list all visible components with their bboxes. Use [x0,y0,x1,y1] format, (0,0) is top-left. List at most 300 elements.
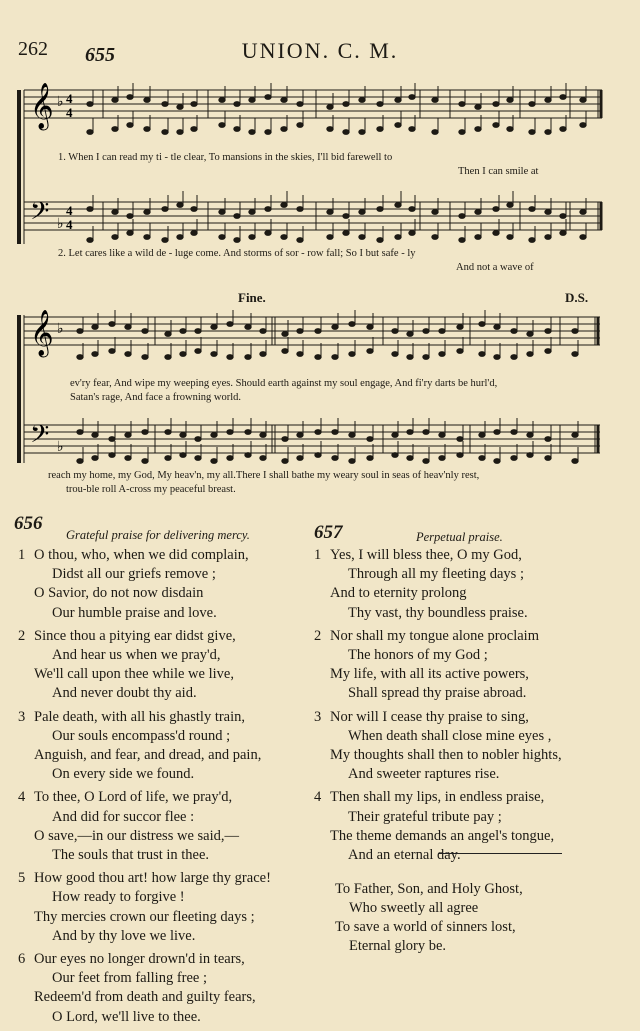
note-head [265,130,271,135]
note-head [162,238,168,243]
note-head [457,325,463,330]
note-head [367,456,373,461]
system2-treble-lyrics-1: ev'ry fear, And wipe my weeping eyes. Should earth against my soul engage, And fi'ry darts be hurl'd, [70,378,498,389]
note-head [77,329,83,334]
verse-line: O Savior, do not now disdain [34,585,204,602]
system2-treble-lyrics-2: Satan's rage, And face a frowning world. [70,392,242,403]
note-head [359,130,365,135]
note-head [92,433,98,438]
note-head [529,130,535,135]
note-head [493,102,499,107]
note-head [572,459,578,464]
note-head [423,355,429,360]
note-head [572,433,578,438]
note-head [479,352,485,357]
note-head [249,130,255,135]
note-head [77,459,83,464]
note-head [457,453,463,458]
note-head [432,235,438,240]
note-head [475,105,481,110]
note-head [493,207,499,212]
note-head [439,433,445,438]
note-head [423,329,429,334]
note-head [260,352,266,357]
note-head [494,430,500,435]
note-head [112,210,118,215]
verse-line: 3 Nor will I cease thy praise to sing, [330,708,562,727]
note-head [180,433,186,438]
tune-title: UNION. C. M. [241,38,399,63]
note-head [180,453,186,458]
note-head [87,102,93,107]
note-head [109,322,115,327]
note-head [297,329,303,334]
tune-number: 655 [85,44,115,66]
note-head [545,456,551,461]
verse-line: 2 Since thou a pitying ear didst give, [34,627,271,646]
note-head [479,433,485,438]
note-head [475,127,481,132]
note-head [359,235,365,240]
note-head [87,207,93,212]
hymn-657-text [314,546,562,869]
system1-bass-lyrics-1: 2. Let cares like a wild de - luge come. And storms of sor - row fall; So I but safe - ly [58,248,416,259]
note-head [112,127,118,132]
svg-text:♭: ♭ [57,439,64,455]
note-head [227,355,233,360]
note-head [245,430,251,435]
note-head [457,349,463,354]
verse-line: 3 Pale death, with all his ghastly train, [34,708,271,727]
note-head [77,430,83,435]
stanza [18,950,271,1027]
note-head [377,238,383,243]
verse-number: 4 [314,789,322,806]
note-head [439,352,445,357]
note-head [367,325,373,330]
note-head [165,430,171,435]
verse-line: Thy mercies crown our fleeting days ; [34,908,255,925]
verse-line: My life, with all its active powers, [330,666,529,683]
note-head [191,207,197,212]
note-head [507,127,513,132]
note-head [527,332,533,337]
note-head [219,210,225,215]
note-head [260,433,266,438]
note-head [459,238,465,243]
note-head [234,238,240,243]
note-head [343,214,349,219]
note-head [127,214,133,219]
note-head [315,430,321,435]
verse-line: And never doubt thy aid. [52,685,197,702]
note-head [377,207,383,212]
verse-line: My thoughts shall then to nobler hights, [330,747,562,764]
note-head [249,210,255,215]
note-head [245,355,251,360]
note-head [219,235,225,240]
note-head [359,210,365,215]
note-head [297,207,303,212]
note-head [315,453,321,458]
note-head [349,459,355,464]
note-head [545,349,551,354]
note-head [265,231,271,236]
note-head [125,352,131,357]
verse-number: 2 [314,627,322,644]
note-head [494,459,500,464]
svg-text:4: 4 [66,105,73,120]
note-head [343,231,349,236]
note-head [545,329,551,334]
note-head [195,349,201,354]
verse-line: Anguish, and fear, and dread, and pain, [34,747,262,764]
note-head [211,459,217,464]
note-head [349,352,355,357]
note-head [282,349,288,354]
verse-line: Thy vast, thy boundless praise. [348,604,528,621]
note-head [227,456,233,461]
note-head [349,322,355,327]
note-head [211,352,217,357]
page-number: 262 [18,38,48,60]
note-head [315,329,321,334]
note-head [282,437,288,442]
note-head [407,456,413,461]
note-head [423,430,429,435]
note-head [377,127,383,132]
system1-bass-lyrics-2: And not a wave of [456,262,534,273]
note-head [249,235,255,240]
note-head [142,329,148,334]
note-head [191,127,197,132]
verse-line: O Lord, we'll live to thee. [52,1008,201,1025]
verse-line: When death shall close mine eyes , [348,727,552,744]
note-head [127,123,133,128]
divider [438,853,562,854]
note-head [162,130,168,135]
hymn-656-heading: Grateful praise for delivering mercy. [66,528,250,542]
note-head [545,235,551,240]
note-head [112,235,118,240]
verse-line: Our souls encompass'd round ; [52,727,231,744]
verse-line: Our humble praise and love. [52,604,217,621]
system1-treble-lyrics-1: 1. When I can read my ti - tle clear, To mansions in the skies, I'll bid farewell to [58,152,393,163]
note-head [227,322,233,327]
note-head [395,123,401,128]
note-head [407,332,413,337]
verse-line: And sweeter raptures rise. [348,766,500,783]
note-head [572,352,578,357]
note-head [560,127,566,132]
note-head [165,456,171,461]
note-head [475,235,481,240]
note-head [234,214,240,219]
verse-line: 1 O thou, who, when we did complain, [34,546,271,565]
verse-line: And by thy love we live. [52,927,196,944]
verse-line: On every side we found. [52,766,195,783]
verse-line: 2 Nor shall my tongue alone proclaim [330,627,562,646]
note-head [545,210,551,215]
note-head [177,105,183,110]
note-head [511,329,517,334]
note-head [529,207,535,212]
note-head [580,98,586,103]
svg-text:♭: ♭ [57,216,64,232]
note-head [395,203,401,208]
note-head [125,433,131,438]
note-head [245,453,251,458]
note-head [177,203,183,208]
note-head [281,98,287,103]
note-head [479,456,485,461]
note-head [332,430,338,435]
verse-line: 5 How good thou art! how large thy grace! [34,869,271,888]
note-head [315,355,321,360]
note-head [572,329,578,334]
ds-mark: D.S. [565,290,589,305]
note-head [457,437,463,442]
note-head [211,433,217,438]
doxology-line: To Father, Son, and Holy Ghost, [335,881,523,897]
note-head [87,130,93,135]
stanza [314,546,562,623]
note-head [249,98,255,103]
note-head [392,329,398,334]
verse-line: The souls that trust in thee. [52,847,210,864]
hymn-656-number: 656 [14,513,43,534]
note-head [367,437,373,442]
verse-number: 1 [314,547,322,563]
note-head [407,355,413,360]
note-head [144,235,150,240]
doxology-line: Eternal glory be. [349,938,447,954]
note-head [459,214,465,219]
note-head [281,203,287,208]
system2-bass-lyrics-2: trou-ble roll A-cross my peaceful breast. [66,484,236,495]
note-head [332,355,338,360]
stanza [18,546,271,623]
verse-line: The theme demands an angel's tongue, [330,827,555,844]
note-head [125,456,131,461]
note-head [580,210,586,215]
note-head [165,355,171,360]
note-head [409,231,415,236]
treble-clef-icon: 𝄞 [30,310,54,356]
note-head [260,329,266,334]
verse-line: How ready to forgive ! [52,889,185,906]
note-head [560,214,566,219]
note-head [282,459,288,464]
verse-line: Redeem'd from death and guilty fears, [34,989,256,1006]
note-head [245,325,251,330]
note-head [367,349,373,354]
note-head [234,127,240,132]
note-head [432,130,438,135]
verse-line: And hear us when we pray'd, [52,647,221,664]
note-head [297,102,303,107]
note-head [77,355,83,360]
note-head [92,456,98,461]
stanza [18,869,271,946]
note-head [545,98,551,103]
note-head [109,437,115,442]
note-head [343,130,349,135]
note-head [527,352,533,357]
note-head [479,322,485,327]
note-head [260,456,266,461]
svg-text:♭: ♭ [57,94,64,110]
verse-line: 4 Then shall my lips, in endless praise, [330,788,562,807]
note-head [327,105,333,110]
note-head [580,123,586,128]
note-head [349,433,355,438]
note-head [475,210,481,215]
note-head [281,127,287,132]
verse-line: 6 Our eyes no longer drown'd in tears, [34,950,271,969]
note-head [529,238,535,243]
stanza [314,627,562,704]
note-head [297,352,303,357]
note-head [165,332,171,337]
note-head [125,325,131,330]
verse-line: We'll call upon thee while we live, [34,666,234,683]
note-head [494,325,500,330]
note-head [343,102,349,107]
note-head [432,210,438,215]
verse-line: O save,—in our distress we said,— [34,827,239,844]
note-head [392,433,398,438]
note-head [180,329,186,334]
note-head [191,102,197,107]
verse-number: 3 [18,708,26,725]
hymn-656-text [18,546,271,1031]
verse-line: 4 To thee, O Lord of life, we pray'd, [34,788,271,807]
note-head [180,352,186,357]
fine-mark: Fine. [238,290,266,305]
note-head [439,329,445,334]
note-head [92,352,98,357]
note-head [297,456,303,461]
verse-line: The honors of my God ; [348,647,488,664]
note-head [109,349,115,354]
note-head [560,231,566,236]
note-head [423,459,429,464]
note-head [112,98,118,103]
note-head [127,231,133,236]
verse-line: And did for succor flee : [52,808,195,825]
doxology-line: Who sweetly all agree [349,900,479,916]
note-head [162,102,168,107]
treble-clef-icon: 𝄞 [30,83,54,129]
note-head [211,325,217,330]
note-head [545,130,551,135]
note-head [109,453,115,458]
note-head [297,433,303,438]
note-head [507,203,513,208]
stanza [314,708,562,785]
note-head [327,210,333,215]
note-head [359,98,365,103]
verse-line: Our feet from falling free ; [52,970,207,987]
stanza [18,708,271,785]
system1-treble-lyrics-2: Then I can smile at [458,166,539,177]
note-head [507,98,513,103]
note-head [511,456,517,461]
note-head [219,123,225,128]
stanza [18,788,271,865]
note-head [493,123,499,128]
note-head [327,235,333,240]
verse-line: Shall spread thy praise abroad. [348,685,527,702]
note-head [327,127,333,132]
note-head [432,98,438,103]
note-head [580,235,586,240]
note-head [392,453,398,458]
note-head [527,433,533,438]
note-head [377,102,383,107]
note-head [395,98,401,103]
system2-bass-lyrics-1: reach my home, my God, My heav'n, my all.There I shall bathe my weary soul in seas of heav'nly rest, [48,470,480,481]
note-head [234,102,240,107]
verse-line: Their grateful tribute pay ; [348,808,502,825]
note-head [142,430,148,435]
note-head [144,210,150,215]
verse-number: 4 [18,789,26,806]
svg-text:4: 4 [66,217,73,232]
bass-clef-icon: 𝄢 [30,197,50,232]
note-head [407,430,413,435]
note-head [332,325,338,330]
note-head [281,235,287,240]
note-head [162,207,168,212]
note-head [265,207,271,212]
note-head [439,456,445,461]
verse-number: 2 [18,627,26,644]
verse-number: 1 [18,547,26,563]
note-head [195,329,201,334]
verse-line: Didst all our griefs remove ; [52,566,216,583]
note-head [459,130,465,135]
note-head [392,352,398,357]
note-head [529,102,535,107]
bass-clef-icon: 𝄢 [30,420,50,455]
note-head [227,430,233,435]
note-head [332,456,338,461]
svg-text:4: 4 [66,203,73,218]
note-head [177,130,183,135]
note-head [92,325,98,330]
note-head [87,238,93,243]
hymn-657-number: 657 [314,522,343,543]
note-head [459,102,465,107]
note-head [127,95,133,100]
note-head [395,235,401,240]
note-head [195,437,201,442]
note-head [507,235,513,240]
note-head [177,235,183,240]
note-head [265,95,271,100]
hymn-657-heading: Perpetual praise. [416,530,503,544]
svg-text:4: 4 [66,91,73,106]
note-head [511,430,517,435]
note-head [297,123,303,128]
note-head [282,332,288,337]
note-head [493,231,499,236]
verse-number: 3 [314,708,322,725]
note-head [142,355,148,360]
verse-line: 1 Yes, I will bless thee, O my God, [330,546,562,565]
